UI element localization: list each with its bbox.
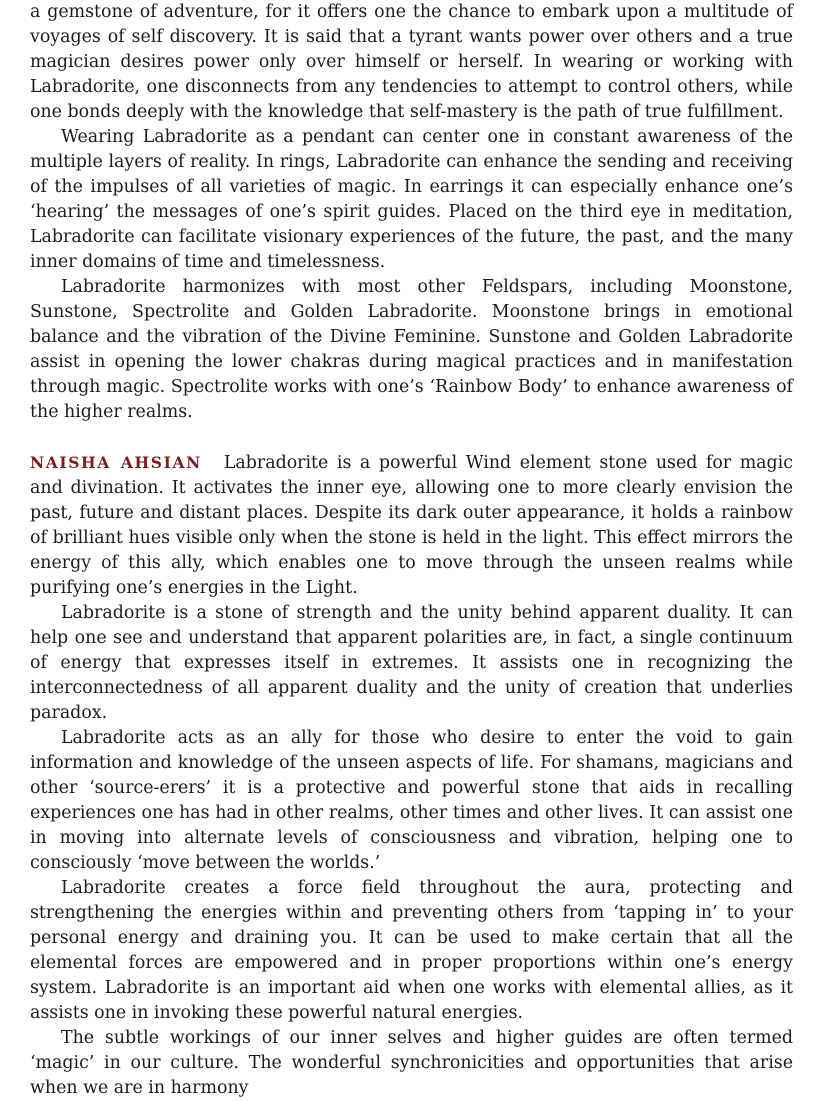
intro-paragraph: Wearing Labradorite as a pendant can center one in constant awareness of the multiple layers of reality. In rings, Labradorite can enhance the sending and receiving of the impulses of all varieties of magic. In earrings it can especially enhance one’s ‘hearing’ the messages of one’s spirit guides. Placed on the third eye in meditation, Labradorite can facilitate visionary experiences of the future, the past, and the many inner domains of time and timelessness.: [30, 127, 793, 272]
intro-paragraph: a gemstone of adventure, for it offers one the chance to embark upon a multitude of voyages of self discovery. It is said that a tyrant wants power over others and a true magician desires power only over himself or herself. In wearing or working with Labradorite, one disconnects from any tendencies to attempt to control others, while one bonds deeply with the knowledge that self-mastery is the path of true fulfillment.: [30, 2, 793, 122]
intro-paragraph: Labradorite harmonizes with most other Feldspars, including Moonstone, Sunstone, Spectrolite and Golden Labradorite. Moonstone brings in emotional balance and the vibration of the Divine Feminine. Sunstone and Golden Labradorite assist in opening the lower chakras during magical practices and in manifestation through magic. Spectrolite works with one’s ‘Rainbow Body’ to enhance awareness of the higher realms.: [30, 277, 793, 422]
section-divider-space: [30, 425, 793, 450]
section-paragraph: Labradorite is a stone of strength and the unity behind apparent duality. It can help one see and understand that apparent polarities are, in fact, a single continuum of energy that expresses itself in extremes. It assists one in recognizing the interconnectedness of all apparent duality and the unity of creation that underlies paradox.: [30, 603, 793, 723]
author-section-lead: [30, 450, 793, 601]
section-paragraph: Labradorite creates a force field throughout the aura, protecting and strengthening the energies within and preventing others from ‘tapping in’ to your personal energy and draining you. It can be used to make certain that all the elemental forces are empowered and in proper proportions within one’s energy system. Labradorite is an important aid when one works with elemental allies, as it assists one in invoking these powerful natural energies.: [30, 878, 793, 1023]
page-body: [30, 0, 793, 1101]
section-paragraph: The subtle workings of our inner selves and higher guides are often termed ‘magic’ in our culture. The wonderful synchronicities and opportunities that arise when we are in harmony: [30, 1028, 793, 1098]
lead-paragraph-text: Labradorite is a powerful Wind element stone used for magic and divination. It activates the inner eye, allowing one to more clearly envision the past, future and distant places. Despite its dark outer appearance, it holds a rainbow of brilliant hues visible only when the stone is held in the light. This effect mirrors the energy of this ally, which enables one to move through the unseen realms while purifying one’s energies in the Light.: [30, 453, 793, 598]
section-paragraph: Labradorite acts as an ally for those who desire to enter the void to gain information and knowledge of the unseen aspects of life. For shamans, magicians and other ‘source-erers’ it is a protective and powerful stone that aids in recalling experiences one has had in other realms, other times and other lives. It can assist one in moving into alternate levels of consciousness and vibration, helping one to consciously ‘move between the worlds.’: [30, 728, 793, 873]
author-name: NAISHA AHSIAN: [30, 453, 202, 472]
